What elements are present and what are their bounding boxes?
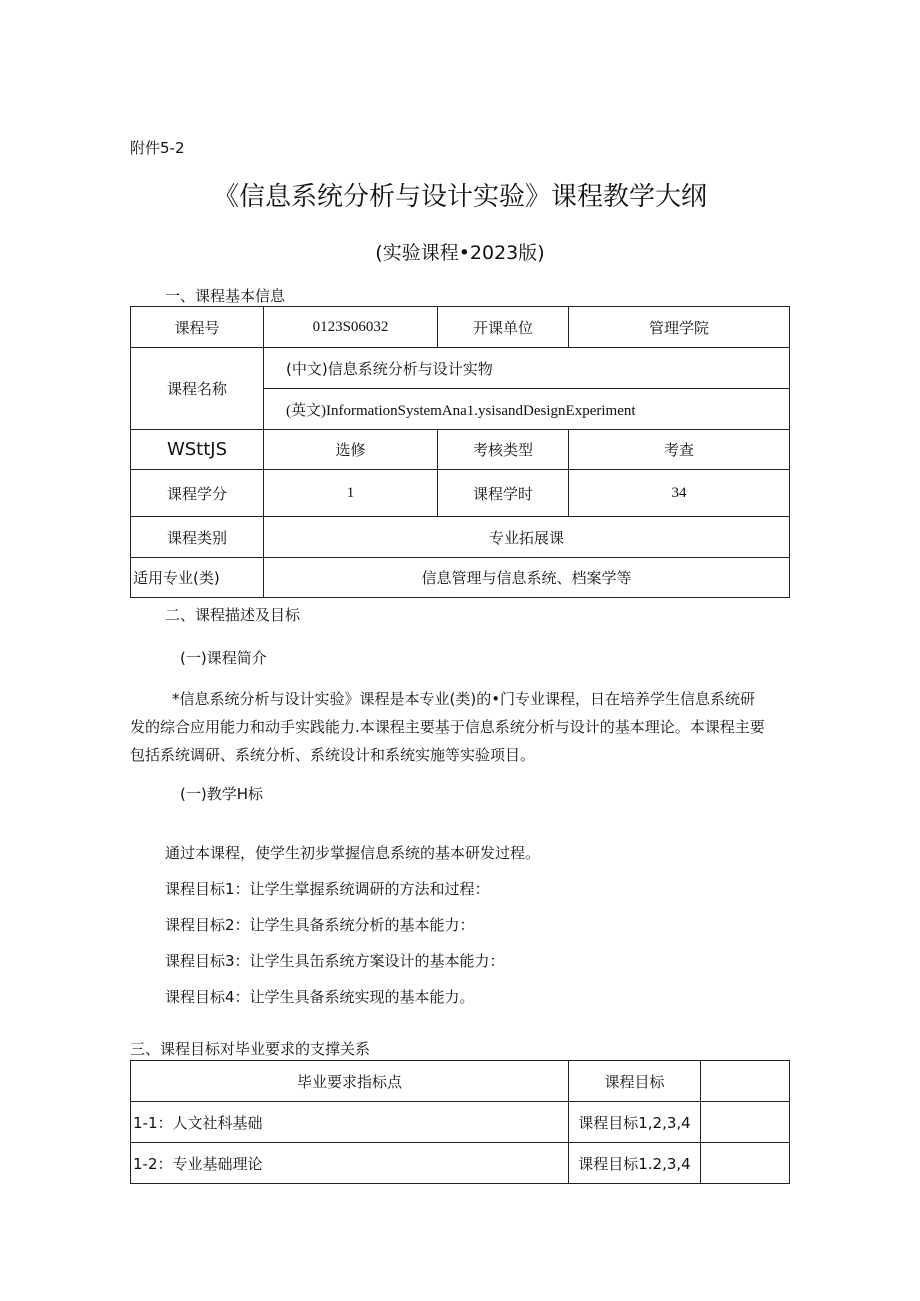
- category-label: 课程类别: [131, 517, 264, 558]
- col-extra-header: [701, 1061, 790, 1102]
- table-row: [131, 558, 790, 598]
- table-row: [131, 307, 790, 348]
- goal-cell: 课程目标1,2,3,4: [569, 1102, 701, 1143]
- category-value: 专业拓展课: [264, 517, 790, 558]
- hours-label: 课程学时: [438, 470, 569, 517]
- table-row: [131, 430, 790, 470]
- goal-item-3: 课程目标3：让学生具缶系统方案设计的基本能力：: [165, 952, 505, 970]
- col-goal-header: 课程目标: [569, 1061, 701, 1102]
- section-2-heading: 二、课程描述及目标: [165, 606, 301, 624]
- unit-value: 管理学院: [569, 307, 790, 348]
- course-name-label: 课程名称: [131, 348, 264, 430]
- unit-label: 开课单位: [438, 307, 569, 348]
- goal-intro: 通过本课程，使学生初步掌握信息系统的基本研发过程。: [165, 844, 541, 862]
- section-1-heading: 一、课程基本信息: [165, 287, 286, 305]
- course-nature-label: WSttJS: [131, 430, 264, 470]
- intro-line-1: *信息系统分析与设计实验》课程是本专业(类)的•门专业课程，日在培养学生信息系统研: [172, 690, 756, 708]
- intro-heading: (一)课程简介: [180, 649, 267, 667]
- credit-value: 1: [264, 470, 438, 517]
- course-name-en: (英文)InformationSystemAna1.ysisandDesignExperiment: [264, 389, 790, 430]
- exam-type-value: 考查: [569, 430, 790, 470]
- table-row: [131, 348, 790, 389]
- requirement-cell: 1-1：人文社科基础: [131, 1102, 569, 1143]
- section-3-heading: 三、课程目标对毕业要求的支撑关系: [130, 1040, 371, 1058]
- table-row: [131, 470, 790, 517]
- exam-type-label: 考核类型: [438, 430, 569, 470]
- course-no-label: 课程号: [131, 307, 264, 348]
- table-row: [131, 517, 790, 558]
- goal-item-2: 课程目标2：让学生具备系统分析的基本能力：: [165, 916, 475, 934]
- course-nature-value: 选修: [264, 430, 438, 470]
- table-row: [131, 1061, 790, 1102]
- extra-cell: [701, 1102, 790, 1143]
- hours-value: 34: [569, 470, 790, 517]
- intro-line-3: 包括系统调研、系统分析、系统设计和系统实施等实验项目。: [130, 746, 536, 764]
- intro-line-2: 发的综合应用能力和动手实践能力.本课程主要基于信息系统分析与设计的基本理论。本课程主要: [130, 718, 765, 736]
- extra-cell: [701, 1143, 790, 1184]
- goal-cell: 课程目标1.2,3,4: [569, 1143, 701, 1184]
- document-title: 《信息系统分析与设计实验》课程教学大纲: [212, 182, 707, 212]
- goal-item-1: 课程目标1：让学生掌握系统调研的方法和过程：: [165, 880, 490, 898]
- major-value: 信息管理与信息系统、档案学等: [264, 558, 790, 598]
- attachment-label: 附件5-2: [130, 139, 185, 157]
- support-relation-table: [130, 1060, 790, 1184]
- course-no-value: 0123S06032: [264, 307, 438, 348]
- requirement-cell: 1-2：专业基础理论: [131, 1143, 569, 1184]
- credit-label: 课程学分: [131, 470, 264, 517]
- document-subtitle: (实验课程•2023版): [375, 242, 545, 264]
- table-row: [131, 1143, 790, 1184]
- col-requirement-header: 毕业要求指标点: [131, 1061, 569, 1102]
- course-info-table: [130, 306, 790, 598]
- table-row: [131, 1102, 790, 1143]
- goal-heading: (一)教学H标: [180, 785, 263, 803]
- major-label: 适用专业(类): [131, 558, 264, 598]
- goal-item-4: 课程目标4：让学生具备系统实现的基本能力。: [165, 988, 475, 1006]
- course-name-cn: (中文)信息系统分析与设计实物: [264, 348, 790, 389]
